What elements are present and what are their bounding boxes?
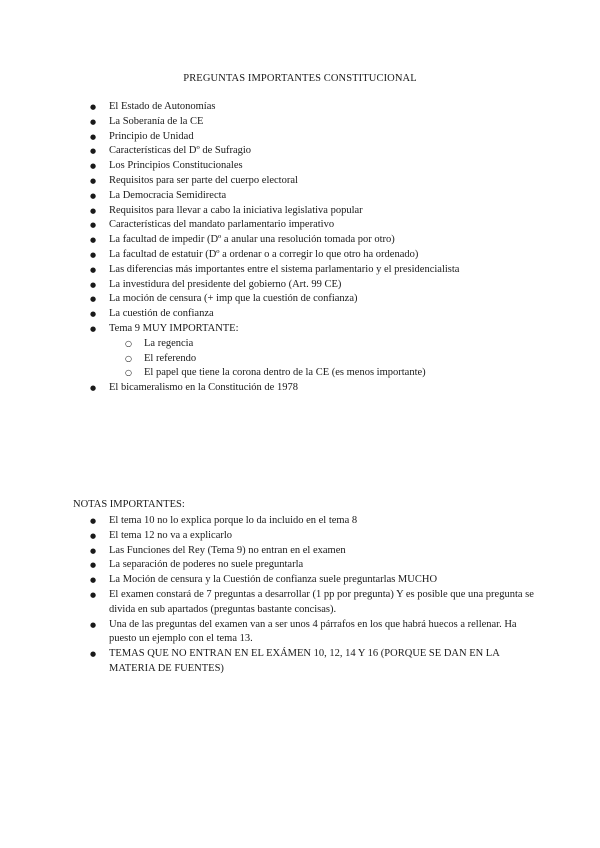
list-item: ● El Estado de Autonomías [90, 100, 530, 115]
list-item: ● Características del mandato parlamentario imperativo [90, 218, 530, 233]
list-item: ● La investidura del presidente del gobierno (Art. 99 CE) [90, 278, 530, 293]
bullet-icon: ● [90, 384, 97, 393]
note-item: ● El tema 10 no lo explica porque lo da incluido en el tema 8 [90, 514, 540, 529]
bullet-icon: ● [90, 117, 97, 126]
list-item: ● Las diferencias más importantes entre el sistema parlamentario y el presidencialista [90, 263, 530, 278]
list-item: ● La moción de censura (+ imp que la cuestión de confianza) [90, 292, 530, 307]
bullet-icon: ● [90, 517, 97, 525]
notes-list [90, 514, 540, 677]
list-item-tema9: ● Tema 9 MUY IMPORTANTE: [90, 322, 530, 337]
note-item: ● La Moción de censura y la Cuestión de confianza suele preguntarlas MUCHO [90, 573, 540, 588]
bullet-icon: ● [90, 206, 97, 215]
list-item: ● La Soberanía de la CE [90, 115, 530, 130]
circle-bullet-icon: ○ [125, 353, 132, 363]
bullet-icon: ● [90, 176, 97, 185]
note-item: ● La separación de poderes no suele preguntarla [90, 558, 540, 573]
note-item: ● Una de las preguntas del examen van a ser unos 4 párrafos en los que habrá huecos a rellenar. Ha puesto un ejemplo con el tema 13. [90, 618, 517, 645]
bullet-icon: ● [90, 147, 97, 156]
circle-bullet-icon: ○ [125, 338, 132, 348]
bullet-icon: ● [90, 103, 97, 111]
bullet-icon: ● [90, 650, 97, 659]
bullet-icon: ● [90, 221, 97, 230]
bullet-icon: ● [90, 250, 97, 259]
list-item: ● El bicameralismo en la Constitución de 1978 [90, 381, 530, 396]
notes-heading: NOTAS IMPORTANTES: [73, 499, 185, 510]
page-title: PREGUNTAS IMPORTANTES CONSTITUCIONAL [183, 73, 417, 84]
sublist-wrapper [90, 337, 530, 381]
list-item: ● La facultad de impedir (Dº a anular una resolución tomada por otro) [90, 233, 530, 248]
list-item: ● Requisitos para ser parte del cuerpo electoral [90, 174, 530, 189]
questions-list [90, 100, 530, 396]
list-item: ● Características del Dº de Sufragio [90, 144, 530, 159]
tema9-sublist [90, 337, 530, 381]
note-item: ● El tema 12 no va a explicarlo [90, 529, 540, 544]
bullet-icon: ● [90, 265, 97, 274]
sublist-item: ○ La regencia [90, 337, 530, 352]
note-item: ● TEMAS QUE NO ENTRAN EN EL EXÁMEN 10, 12, 14 Y 16 (PORQUE SE DAN EN LA MATERIA DE FUENTES) [90, 648, 500, 674]
bullet-icon: ● [90, 531, 97, 540]
bullet-icon: ● [90, 324, 97, 333]
list-item: ● Los Principios Constitucionales [90, 159, 530, 174]
bullet-icon: ● [90, 561, 97, 570]
bullet-icon: ● [90, 280, 97, 289]
bullet-icon: ● [90, 310, 97, 319]
list-item: ● La cuestión de confianza [90, 307, 530, 322]
bullet-icon: ● [90, 191, 97, 200]
bullet-icon: ● [90, 236, 97, 245]
list-item: ● La Democracia Semidirecta [90, 189, 530, 204]
list-item: ● Principio de Unidad [90, 130, 530, 145]
sublist-item: ○ El papel que tiene la corona dentro de la CE (es menos importante) [90, 366, 530, 381]
list-item: ● Requisitos para llevar a cabo la iniciativa legislativa popular [90, 204, 530, 219]
circle-bullet-icon: ○ [125, 368, 132, 378]
bullet-icon: ● [90, 576, 97, 585]
bullet-icon: ● [90, 295, 97, 304]
note-item: ● Las Funciones del Rey (Tema 9) no entran en el examen [90, 544, 540, 559]
sublist-item: ○ El referendo [90, 352, 530, 367]
list-item: ● La facultad de estatuir (Dº a ordenar o a corregir lo que otro ha ordenado) [90, 248, 530, 263]
bullet-icon: ● [90, 162, 97, 171]
note-item: ● El examen constará de 7 preguntas a desarrollar (1 pp por pregunta) Y es posible que una pregunta se divida en sub apartados (preguntas bastante concisas). [90, 588, 534, 615]
bullet-icon: ● [90, 546, 97, 555]
bullet-icon: ● [90, 620, 97, 629]
bullet-icon: ● [90, 590, 97, 599]
bullet-icon: ● [90, 132, 97, 141]
